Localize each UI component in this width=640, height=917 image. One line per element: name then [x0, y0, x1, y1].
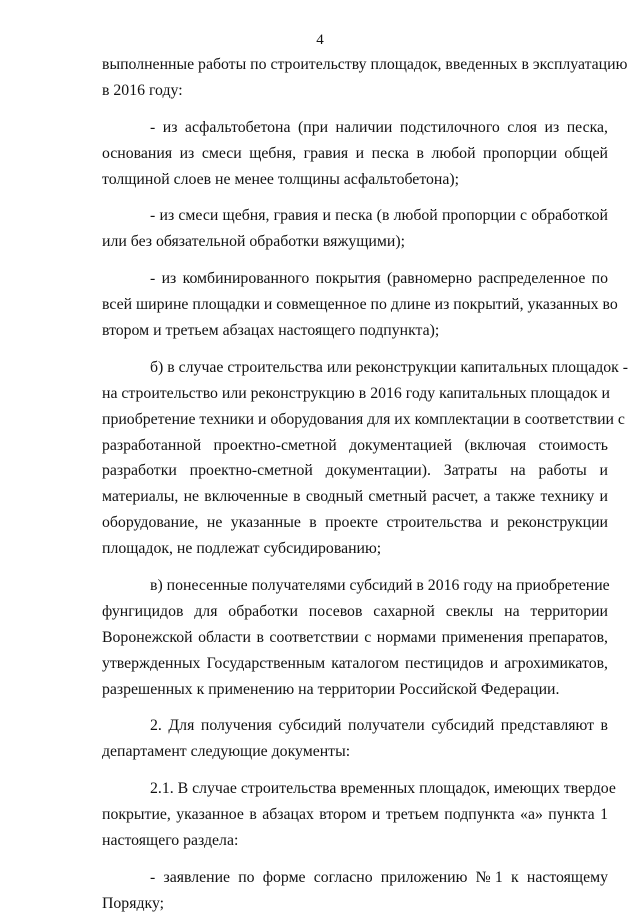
text-line: разработанной проектно-сметной документацией (включая стоимость	[102, 436, 608, 454]
text-line: - из асфальтобетона (при наличии подстилочного слоя из песка,	[150, 118, 608, 136]
text-line: приобретение техники и оборудования для их комплектации в соответствии с	[102, 410, 625, 428]
text-line: 2.1. В случае строительства временных площадок, имеющих твердое	[150, 780, 616, 798]
paragraph-gravel-mix	[102, 203, 608, 255]
text-line: настоящего раздела:	[102, 832, 239, 850]
paragraph-2-1-temporary-sites	[102, 776, 616, 854]
text-line: 2. Для получения субсидий получатели субсидий представляют в	[150, 717, 608, 735]
text-line: - из комбинированного покрытия (равномерно распределенное по	[150, 270, 608, 288]
paragraph-b-capital-sites	[102, 355, 629, 562]
text-line: площадок, не подлежат субсидированию;	[102, 540, 382, 558]
page-number: 4	[316, 32, 324, 48]
text-line: - заявление по форме согласно приложению №1 к настоящему	[150, 868, 608, 886]
text-line: втором и третьем абзацах настоящего подпункта);	[102, 322, 440, 340]
paragraph-combined-cover	[102, 266, 618, 344]
text-line: разрешенных к применению на территории Российской Федерации.	[102, 680, 560, 698]
text-line: разработки проектно-сметной документации). Затраты на работы и	[102, 462, 608, 480]
text-line: в) понесенные получателями субсидий в 2016 году на приобретение	[150, 577, 610, 595]
text-line: покрытие, указанное в абзацах втором и третьем подпункта «а» пункта 1	[102, 806, 608, 824]
paragraph-application-form	[102, 865, 608, 917]
text-line: основания из смеси щебня, гравия и песка в любой пропорции общей	[102, 144, 608, 162]
paragraph-v-fungicides	[102, 573, 608, 702]
paragraph-2-documents	[102, 713, 608, 765]
text-line: или без обязательной обработки вяжущими);	[102, 233, 405, 251]
text-line: департамент следующие документы:	[102, 743, 351, 761]
text-line: - из смеси щебня, гравия и песка (в любой пропорции с обработкой	[150, 207, 608, 225]
paragraph-works-intro	[102, 52, 628, 104]
text-line: всей ширине площадки и совмещенное по длине из покрытий, указанных во	[102, 296, 618, 314]
text-line: Порядку;	[102, 894, 165, 912]
text-line: фунгицидов для обработки посевов сахарной свеклы на территории	[102, 602, 608, 620]
text-line: материалы, не включенные в сводный сметный расчет, а также технику и	[102, 488, 608, 506]
text-line: Воронежской области в соответствии с нормами применения препаратов,	[102, 628, 608, 646]
text-line: утвержденных Государственным каталогом пестицидов и агрохимикатов,	[102, 654, 608, 672]
text-line: на строительство или реконструкцию в 2016 году капитальных площадок и	[102, 384, 610, 402]
text-line: выполненные работы по строительству площадок, введенных в эксплуатацию	[102, 56, 628, 73]
paragraph-asphalt	[102, 115, 608, 193]
text-line: в 2016 году:	[102, 81, 183, 99]
text-line: б) в случае строительства или реконструкции капитальных площадок -	[150, 358, 629, 376]
text-line: толщиной слоев не менее толщины асфальтобетона);	[102, 170, 460, 188]
document-body	[102, 52, 629, 917]
text-line: оборудование, не указанные в проекте строительства и реконструкции	[102, 514, 608, 532]
